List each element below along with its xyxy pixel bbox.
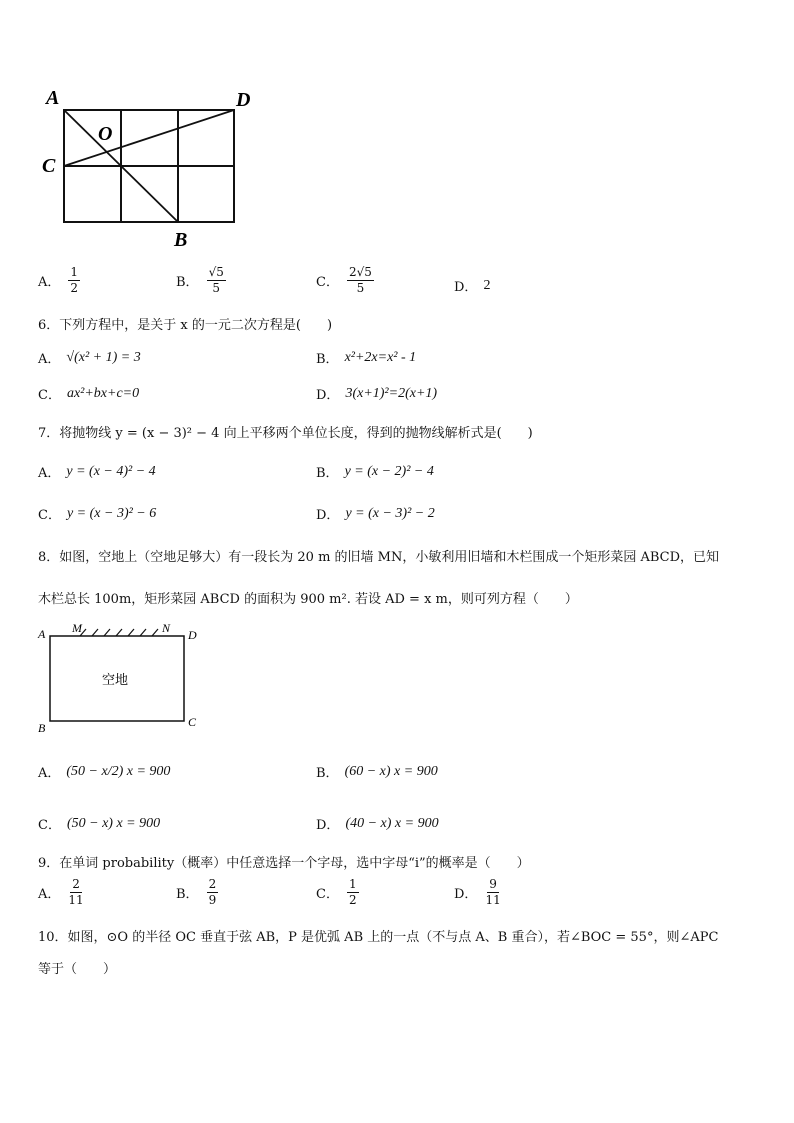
q8-label-center: 空地	[102, 673, 129, 688]
q6-option-c[interactable]: C． ax²+bx+c=0	[38, 385, 140, 403]
label-B: B	[174, 229, 188, 251]
q8-label-N: N	[162, 621, 171, 635]
label-D: D	[236, 89, 251, 111]
q8-label-B: B	[38, 721, 46, 735]
fraction: $\frac{2}{11}$	[68, 877, 84, 908]
q10-stem-line1: 10．如图，⊙O 的半径 OC 垂直于弦 AB，P 是优弧 AB 上的一点（不与点 A、B 重合），若∠BOC = 55°，则∠APC	[38, 930, 719, 945]
q5-option-b[interactable]: B． $\frac{√5}{5}$	[176, 265, 224, 296]
q8-label-C: C	[188, 715, 197, 729]
q8-stem-line2: 木栏总长 100m，矩形菜园 ABCD 的面积为 900 m². 若设 AD = x m，则可列方程（ ）	[38, 592, 578, 607]
q9-option-b[interactable]: B． $\frac{2}{9}$	[176, 877, 217, 908]
q5-option-c[interactable]: C． $\frac{2√5}{5}$	[316, 265, 372, 296]
fraction: $\frac{√5}{5}$	[208, 265, 224, 296]
q9-stem: 9．在单词 probability（概率）中任意选择一个字母，选中字母“i”的概率是（ ）	[38, 856, 530, 871]
q7-option-a[interactable]: A． y = (x − 4)² − 4	[38, 463, 156, 481]
q7-stem: 7．将抛物线 y = (x − 3)² − 4 向上平移两个单位长度，得到的抛物线解析式是( )	[38, 426, 533, 441]
q8-stem-line1: 8．如图，空地上（空地足够大）有一段长为 20 m 的旧墙 MN，小敏利用旧墙和木栏围成一个矩形菜园 ABCD，已知	[38, 550, 720, 565]
q5-grid-figure	[38, 84, 268, 254]
q9-option-c[interactable]: C． $\frac{1}{2}$	[316, 877, 357, 908]
fraction: $\frac{9}{11}$	[485, 877, 501, 908]
q10-stem-line2: 等于（ ）	[38, 962, 117, 977]
q8-label-A: A	[38, 627, 46, 641]
q8-option-a[interactable]: A． (50 − x/2) x = 900	[38, 763, 171, 781]
q5-option-d[interactable]: D． 2	[454, 277, 491, 295]
fraction: $\frac{1}{2}$	[70, 265, 79, 296]
q6-stem: 6．下列方程中，是关于 x 的一元二次方程是( )	[38, 318, 333, 333]
fraction: $\frac{2√5}{5}$	[348, 265, 372, 296]
q6-option-a[interactable]: A． √(x² + 1) = 3	[38, 349, 141, 367]
q8-label-D: D	[188, 628, 197, 642]
q8-option-c[interactable]: C． (50 − x) x = 900	[38, 815, 161, 833]
q7-option-d[interactable]: D． y = (x − 3)² − 2	[316, 505, 435, 523]
q9-option-a[interactable]: A． $\frac{2}{11}$	[38, 877, 84, 908]
label-O: O	[98, 123, 113, 145]
q7-option-c[interactable]: C． y = (x − 3)² − 6	[38, 505, 157, 523]
q8-option-d[interactable]: D． (40 − x) x = 900	[316, 815, 439, 833]
q8-label-M: M	[72, 621, 82, 635]
q8-garden-figure	[36, 618, 216, 740]
q8-option-b[interactable]: B． (60 − x) x = 900	[316, 763, 438, 781]
q6-option-d[interactable]: D． 3(x+1)²=2(x+1)	[316, 385, 438, 403]
label-C: C	[42, 155, 56, 177]
q5-option-a[interactable]: A． $\frac{1}{2}$	[38, 265, 79, 296]
label-A: A	[46, 87, 60, 109]
q7-option-b[interactable]: B． y = (x − 2)² − 4	[316, 463, 434, 481]
q6-option-b[interactable]: B． x²+2x=x² - 1	[316, 349, 417, 367]
q9-option-d[interactable]: D． $\frac{9}{11}$	[454, 877, 501, 908]
fraction: $\frac{2}{9}$	[208, 877, 217, 908]
fraction: $\frac{1}{2}$	[348, 877, 357, 908]
